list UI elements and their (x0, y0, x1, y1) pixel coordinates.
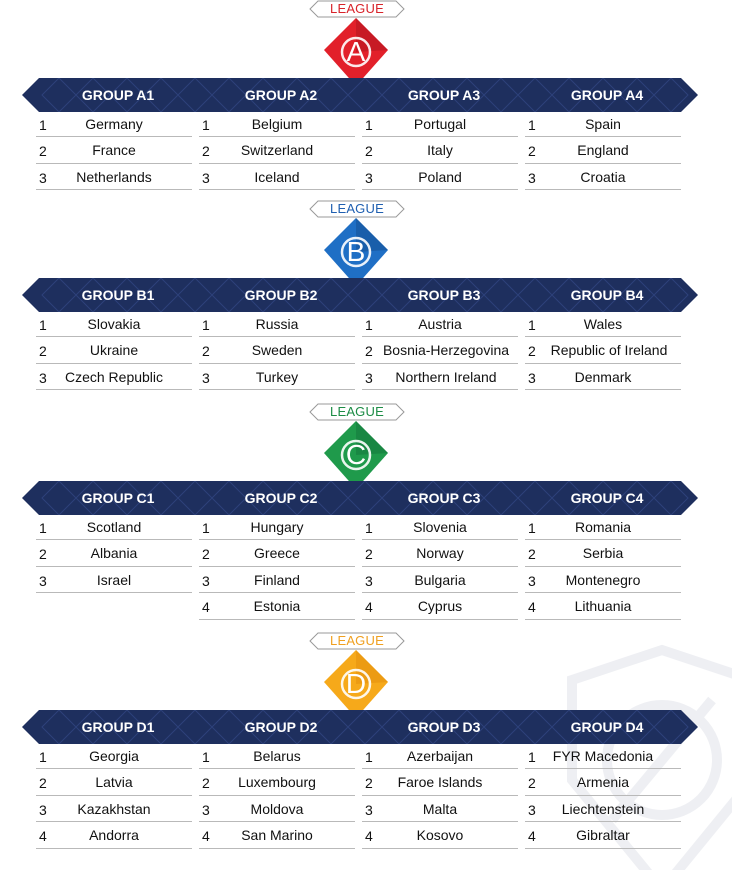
team-name: Denmark (574, 368, 632, 385)
team-row (362, 164, 518, 190)
group-table (525, 514, 681, 620)
team-name: Slovakia (87, 316, 141, 332)
team-rank: 1 (202, 749, 210, 765)
team-rank: 1 (202, 317, 210, 333)
group-title: GROUP D1 (81, 719, 155, 735)
team-rank: 3 (528, 572, 536, 589)
team-name: Wales (583, 316, 623, 332)
team-rank: 4 (202, 599, 210, 616)
team-rank: 2 (365, 143, 373, 160)
team-rank: 3 (39, 369, 47, 386)
team-rank: 4 (39, 828, 47, 845)
team-row (36, 137, 192, 163)
team-name: Austria (418, 316, 462, 332)
team-rank: 1 (39, 117, 47, 133)
group-header-band (22, 481, 698, 515)
team-row (36, 311, 192, 337)
team-rank: 4 (528, 599, 536, 616)
team-row (525, 769, 681, 795)
group-header-band (22, 78, 698, 112)
group-table (199, 311, 355, 390)
team-row (199, 593, 355, 619)
group-table (362, 311, 518, 390)
team-name: Georgia (89, 748, 139, 764)
team-name: Italy (427, 142, 453, 159)
team-row (525, 364, 681, 390)
league-label-text: LEAGUE (330, 633, 384, 648)
team-row (36, 337, 192, 363)
team-name: Serbia (582, 545, 624, 562)
league-label-text: LEAGUE (330, 1, 384, 16)
team-rank: 3 (202, 572, 210, 589)
team-rank: 2 (202, 343, 210, 360)
team-rank: 2 (365, 546, 373, 563)
group-table (362, 514, 518, 620)
team-row (199, 769, 355, 795)
league-label (309, 200, 405, 218)
team-row (36, 364, 192, 390)
team-rank: 1 (528, 317, 536, 333)
team-row (199, 111, 355, 137)
team-row (525, 822, 681, 848)
team-row (362, 796, 518, 822)
team-rank: 4 (365, 828, 373, 845)
league-emblem-icon (322, 650, 390, 718)
team-name: Czech Republic (64, 368, 164, 385)
team-rank: 3 (39, 169, 47, 186)
team-name: Bulgaria (414, 571, 466, 588)
team-name: Iceland (254, 168, 300, 185)
team-rank: 2 (365, 775, 373, 792)
team-row (362, 514, 518, 540)
team-row (362, 311, 518, 337)
group-title: GROUP D2 (244, 719, 318, 735)
team-row (199, 137, 355, 163)
team-rank: 2 (528, 546, 536, 563)
league-letter: A (346, 36, 366, 67)
team-rank: 3 (202, 801, 210, 818)
group-title: GROUP A2 (244, 87, 318, 103)
group-table (199, 743, 355, 849)
team-name: England (577, 142, 629, 159)
team-row (199, 337, 355, 363)
league-label (309, 0, 405, 18)
team-rank: 2 (528, 143, 536, 160)
team-rank: 2 (202, 143, 210, 160)
team-rank: 3 (365, 369, 373, 386)
team-name: Moldova (250, 800, 304, 817)
team-row (36, 796, 192, 822)
team-row (362, 567, 518, 593)
team-rank: 1 (202, 117, 210, 133)
team-name: Israel (96, 571, 132, 588)
team-rank: 2 (365, 343, 373, 360)
team-rank: 2 (39, 775, 47, 792)
group-title: GROUP C3 (407, 490, 481, 506)
team-name: Portugal (413, 116, 467, 132)
team-name: Finland (254, 571, 300, 588)
league-label-text: LEAGUE (330, 404, 384, 419)
team-rank: 1 (365, 317, 373, 333)
team-name: Bosnia-Herzegovina (382, 342, 510, 359)
team-name: Hungary (250, 519, 304, 535)
group-title: GROUP A3 (407, 87, 481, 103)
team-row (362, 540, 518, 566)
team-rank: 2 (39, 343, 47, 360)
team-row (199, 514, 355, 540)
team-row (36, 164, 192, 190)
team-name: Scotland (86, 519, 142, 535)
team-row (525, 796, 681, 822)
team-row (525, 567, 681, 593)
team-name: Republic of Ireland (550, 342, 668, 359)
group-table (36, 111, 192, 190)
team-row (199, 540, 355, 566)
team-name: Northern Ireland (395, 368, 497, 385)
team-name: Netherlands (76, 168, 152, 185)
team-rank: 3 (202, 169, 210, 186)
team-name: Liechtenstein (561, 800, 645, 817)
team-name: Sweden (251, 342, 303, 359)
team-row (362, 364, 518, 390)
team-row (525, 743, 681, 769)
team-name: Kazakhstan (77, 800, 151, 817)
league-label (309, 632, 405, 650)
team-name: Slovenia (413, 519, 467, 535)
team-rank: 3 (528, 369, 536, 386)
league-label-text: LEAGUE (330, 201, 384, 216)
league-label (309, 403, 405, 421)
team-row (525, 164, 681, 190)
team-row (199, 567, 355, 593)
group-title: GROUP C4 (570, 490, 644, 506)
group-table (525, 743, 681, 849)
team-rank: 1 (39, 749, 47, 765)
group-title: GROUP D3 (407, 719, 481, 735)
team-rank: 2 (202, 775, 210, 792)
team-row (525, 540, 681, 566)
team-rank: 3 (528, 801, 536, 818)
team-name: Germany (85, 116, 143, 132)
group-title: GROUP B1 (81, 287, 155, 303)
group-table (362, 111, 518, 190)
team-rank: 4 (365, 599, 373, 616)
group-table (36, 514, 192, 593)
team-name: Armenia (576, 774, 630, 791)
team-rank: 4 (528, 828, 536, 845)
team-row (199, 364, 355, 390)
team-row (362, 743, 518, 769)
team-name: Belgium (251, 116, 303, 132)
league-letter: D (345, 668, 367, 699)
team-name: Switzerland (240, 142, 314, 159)
team-row (36, 769, 192, 795)
group-table (199, 111, 355, 190)
group-title: GROUP A1 (81, 87, 155, 103)
team-name: Luxembourg (238, 774, 316, 791)
league-emblem-icon (322, 218, 390, 286)
team-row (362, 337, 518, 363)
team-rank: 1 (202, 520, 210, 536)
group-header-band (22, 278, 698, 312)
team-rank: 2 (39, 143, 47, 160)
group-table (36, 743, 192, 849)
team-name: FYR Macedonia (552, 748, 654, 764)
group-title: GROUP D4 (570, 719, 644, 735)
team-name: Estonia (253, 598, 301, 615)
team-rank: 1 (39, 317, 47, 333)
team-row (36, 514, 192, 540)
team-name: Gibraltar (576, 827, 630, 844)
team-name: Spain (585, 116, 621, 132)
team-name: Poland (418, 168, 462, 185)
team-rank: 1 (365, 117, 373, 133)
team-name: France (92, 142, 136, 159)
group-title: GROUP A4 (570, 87, 644, 103)
team-row (36, 567, 192, 593)
team-name: San Marino (241, 827, 313, 844)
team-row (362, 822, 518, 848)
team-rank: 2 (528, 775, 536, 792)
team-row (199, 164, 355, 190)
team-row (36, 540, 192, 566)
team-row (525, 137, 681, 163)
group-header-band (22, 710, 698, 744)
team-row (36, 822, 192, 848)
team-rank: 1 (528, 520, 536, 536)
team-name: Andorra (89, 827, 139, 844)
team-rank: 3 (39, 801, 47, 818)
team-name: Faroe Islands (397, 774, 483, 791)
group-table (199, 514, 355, 620)
league-letter: C (345, 439, 367, 470)
team-name: Latvia (95, 774, 133, 791)
team-name: Ukraine (89, 342, 139, 359)
team-rank: 3 (365, 169, 373, 186)
league-emblem-icon (322, 421, 390, 489)
team-row (362, 111, 518, 137)
team-row (199, 822, 355, 848)
league-emblem-icon (322, 18, 390, 86)
team-rank: 1 (528, 117, 536, 133)
team-rank: 3 (202, 369, 210, 386)
team-name: Lithuania (574, 598, 632, 615)
team-name: Greece (254, 545, 300, 562)
team-row (525, 111, 681, 137)
group-title: GROUP B4 (570, 287, 644, 303)
group-title: GROUP C2 (244, 490, 318, 506)
team-row (36, 743, 192, 769)
league-letter: B (346, 236, 366, 267)
group-table (36, 311, 192, 390)
team-rank: 3 (365, 572, 373, 589)
team-row (525, 337, 681, 363)
team-row (199, 796, 355, 822)
team-name: Croatia (580, 168, 626, 185)
group-title: GROUP C1 (81, 490, 155, 506)
team-rank: 3 (528, 169, 536, 186)
group-title: GROUP B3 (407, 287, 481, 303)
group-table (362, 743, 518, 849)
team-rank: 3 (39, 572, 47, 589)
group-title: GROUP B2 (244, 287, 318, 303)
team-name: Albania (90, 545, 138, 562)
group-table (525, 111, 681, 190)
team-rank: 1 (528, 749, 536, 765)
team-row (362, 769, 518, 795)
team-name: Kosovo (416, 827, 464, 844)
team-name: Romania (574, 519, 632, 535)
team-name: Russia (255, 316, 299, 332)
team-row (362, 593, 518, 619)
team-rank: 1 (365, 520, 373, 536)
team-row (525, 593, 681, 619)
team-rank: 2 (528, 343, 536, 360)
team-name: Norway (416, 545, 464, 562)
team-name: Azerbaijan (406, 748, 474, 764)
team-rank: 2 (202, 546, 210, 563)
team-row (36, 111, 192, 137)
team-rank: 2 (39, 546, 47, 563)
team-row (199, 311, 355, 337)
team-rank: 3 (365, 801, 373, 818)
team-name: Cyprus (417, 598, 463, 615)
team-row (362, 137, 518, 163)
team-row (525, 311, 681, 337)
group-table (525, 311, 681, 390)
team-name: Belarus (253, 748, 301, 764)
team-name: Turkey (255, 368, 299, 385)
team-rank: 1 (365, 749, 373, 765)
team-rank: 1 (39, 520, 47, 536)
team-row (525, 514, 681, 540)
team-name: Montenegro (565, 571, 641, 588)
team-rank: 4 (202, 828, 210, 845)
team-name: Malta (422, 800, 458, 817)
team-row (199, 743, 355, 769)
